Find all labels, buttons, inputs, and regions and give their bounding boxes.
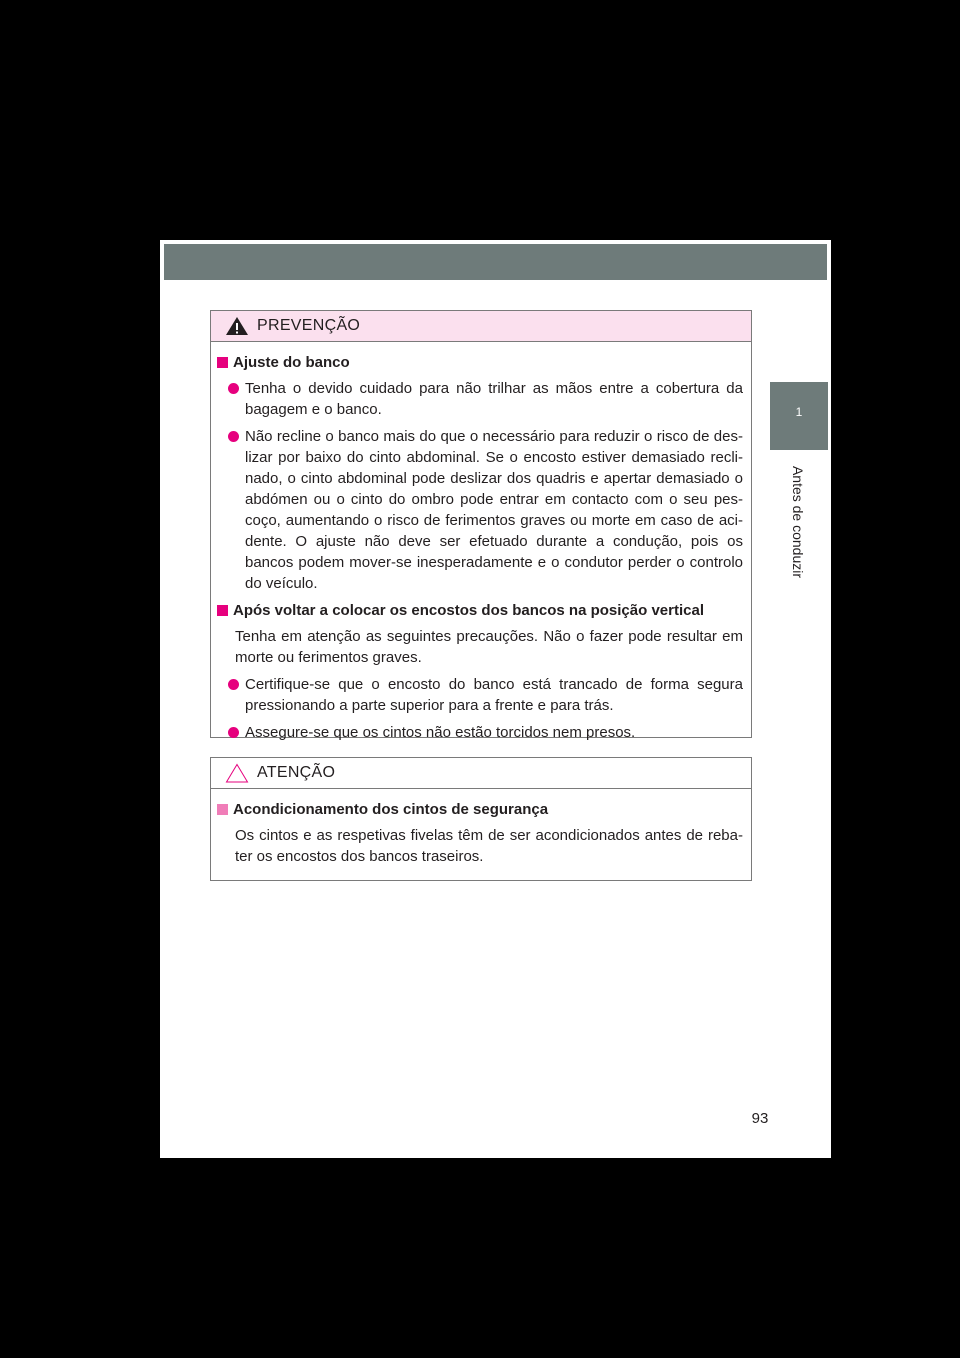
list-item: Tenha o devido cuidado para não trilhar as mãos entre a cobertura da bagagem e o banco.	[228, 378, 743, 420]
round-bullet-icon	[228, 431, 239, 442]
notice-title: ATENÇÃO	[257, 764, 336, 781]
warning-box	[210, 310, 752, 741]
warning-box-header	[211, 311, 751, 342]
section-title: Acondicionamento dos cintos de segurança	[217, 799, 743, 820]
section-title: Ajuste do banco	[217, 352, 743, 373]
list-item: Certifique-se que o encosto do banco está trancado de forma segura pressionando a parte superior para a frente e para trás.	[228, 674, 743, 716]
page-number: 93	[751, 1110, 769, 1127]
round-bullet-icon	[228, 679, 239, 690]
paragraph: Tenha em atenção as seguintes precauções. Não o fazer pode resultar em morte ou ferimentos graves.	[235, 628, 743, 666]
square-bullet-icon	[217, 605, 228, 616]
square-bullet-icon	[217, 357, 228, 368]
chapter-number: 1	[795, 405, 803, 419]
caution-triangle-outline-icon	[225, 763, 249, 783]
chapter-label: Antes de conduzir	[790, 465, 806, 579]
section-title: Após voltar a colocar os encostos dos bancos na posição vertical	[217, 600, 743, 621]
round-bullet-icon	[228, 383, 239, 394]
notice-box-header	[211, 758, 751, 789]
warning-title: PREVENÇÃO	[257, 317, 361, 334]
list-item: Não recline o banco mais do que o necessário para reduzir o risco de des-lizar por baixo do cinto abdominal. Se o encosto estiver demasiado recli-nado, o cinto abdominal pode deslizar dos quadris e apertar demasiado o abdómen ou o cinto do ombro pode entrar em contacto com o seu pes-coço, aumentando o risco de ferimentos graves ou morte em caso de aci-dente. O ajuste não deve ser efetuado durante a condução, pois os bancos podem mover-se inesperadamente e o condutor perder o controlo do veículo.	[228, 426, 743, 594]
list-item: Assegure-se que os cintos não estão torcidos nem presos.	[228, 722, 743, 743]
square-bullet-icon	[217, 804, 228, 815]
paragraph: Os cintos e as respetivas fivelas têm de ser acondicionados antes de reba-ter os encostos dos bancos traseiros.	[235, 827, 743, 865]
warning-triangle-icon	[225, 316, 249, 336]
header-bar	[164, 244, 827, 280]
round-bullet-icon	[228, 727, 239, 738]
notice-box	[210, 757, 752, 881]
